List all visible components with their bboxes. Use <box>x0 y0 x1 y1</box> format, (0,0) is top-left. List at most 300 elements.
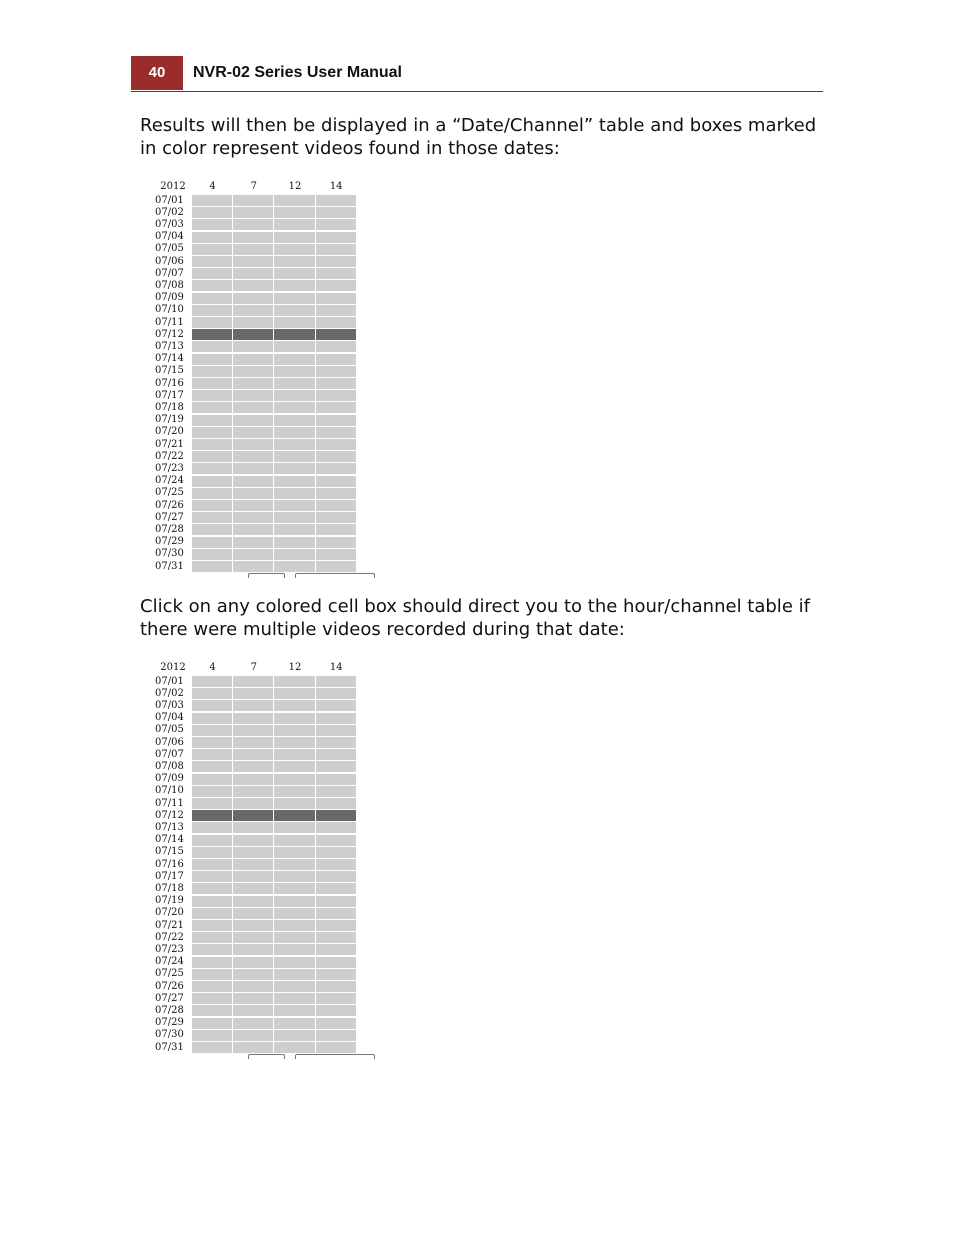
date-label: 07/01 <box>155 675 184 687</box>
table-row <box>150 859 357 871</box>
empty-cell <box>274 256 315 267</box>
date-label: 07/23 <box>155 462 184 474</box>
table-row <box>150 883 357 895</box>
empty-cell <box>316 883 357 894</box>
empty-cell <box>274 859 315 870</box>
empty-cell <box>274 822 315 833</box>
table-row <box>150 737 357 749</box>
empty-cell <box>274 761 315 772</box>
date-label: 07/21 <box>155 919 184 931</box>
date-label: 07/07 <box>155 267 184 279</box>
date-label: 07/22 <box>155 450 184 462</box>
empty-cell <box>192 981 233 992</box>
empty-cell <box>233 354 274 365</box>
empty-cell <box>274 488 315 499</box>
empty-cell <box>192 354 233 365</box>
empty-cell <box>274 463 315 474</box>
empty-cell <box>192 561 233 572</box>
empty-cell <box>192 500 233 511</box>
empty-cell <box>274 439 315 450</box>
empty-cell <box>274 293 315 304</box>
empty-cell <box>274 749 315 760</box>
empty-cell <box>316 207 357 218</box>
empty-cell <box>233 1005 274 1016</box>
recording-found-cell[interactable] <box>233 329 274 340</box>
table-row <box>150 920 357 932</box>
table-row <box>150 365 357 377</box>
table-row <box>150 846 357 858</box>
table-row <box>150 536 357 548</box>
table-row <box>150 676 357 688</box>
table-row <box>150 548 357 560</box>
date-label: 07/18 <box>155 882 184 894</box>
empty-cell <box>192 256 233 267</box>
empty-cell <box>316 835 357 846</box>
date-label: 07/25 <box>155 968 184 980</box>
empty-cell <box>233 737 274 748</box>
empty-cell <box>192 280 233 291</box>
date-label: 07/30 <box>155 1029 184 1041</box>
date-label: 07/04 <box>155 231 184 243</box>
empty-cell <box>233 366 274 377</box>
empty-cell <box>316 366 357 377</box>
empty-cell <box>274 932 315 943</box>
date-label: 07/02 <box>155 687 184 699</box>
table-row <box>150 773 357 785</box>
empty-cell <box>192 896 233 907</box>
table-row <box>150 353 357 365</box>
empty-cell <box>233 1042 274 1053</box>
empty-cell <box>192 883 233 894</box>
empty-cell <box>274 981 315 992</box>
empty-cell <box>316 378 357 389</box>
empty-cell <box>274 725 315 736</box>
empty-cell <box>274 207 315 218</box>
empty-cell <box>192 415 233 426</box>
empty-cell <box>316 737 357 748</box>
empty-cell <box>192 451 233 462</box>
recording-found-cell[interactable] <box>192 810 233 821</box>
table-row <box>150 341 357 353</box>
empty-cell <box>192 1005 233 1016</box>
channel-header: 7 <box>250 181 257 192</box>
empty-cell <box>233 488 274 499</box>
table-row <box>150 712 357 724</box>
empty-cell <box>316 476 357 487</box>
empty-cell <box>233 390 274 401</box>
empty-cell <box>316 451 357 462</box>
table-row <box>150 761 357 773</box>
empty-cell <box>274 835 315 846</box>
empty-cell <box>192 378 233 389</box>
empty-cell <box>192 463 233 474</box>
empty-cell <box>192 713 233 724</box>
empty-cell <box>316 969 357 980</box>
empty-cell <box>233 944 274 955</box>
table-row <box>150 956 357 968</box>
empty-cell <box>233 786 274 797</box>
date-label: 07/26 <box>155 980 184 992</box>
date-channel-table <box>150 178 380 588</box>
empty-cell <box>274 244 315 255</box>
empty-cell <box>192 957 233 968</box>
recording-found-cell[interactable] <box>274 329 315 340</box>
empty-cell <box>274 195 315 206</box>
empty-cell <box>316 908 357 919</box>
table-row <box>150 524 357 536</box>
date-label: 07/11 <box>155 316 184 328</box>
empty-cell <box>274 500 315 511</box>
date-label: 07/27 <box>155 511 184 523</box>
table-row <box>150 895 357 907</box>
empty-cell <box>233 439 274 450</box>
empty-cell <box>274 512 315 523</box>
empty-cell <box>233 676 274 687</box>
date-label: 07/24 <box>155 956 184 968</box>
recording-found-cell[interactable] <box>316 329 357 340</box>
table-row <box>150 219 357 231</box>
date-label: 07/23 <box>155 943 184 955</box>
table-row <box>150 268 357 280</box>
empty-cell <box>233 798 274 809</box>
empty-cell <box>316 786 357 797</box>
empty-cell <box>233 859 274 870</box>
empty-cell <box>316 415 357 426</box>
channel-header: 12 <box>288 662 302 673</box>
empty-cell <box>316 981 357 992</box>
empty-cell <box>192 195 233 206</box>
date-label: 07/29 <box>155 536 184 548</box>
empty-cell <box>274 232 315 243</box>
date-label: 07/05 <box>155 724 184 736</box>
empty-cell <box>274 676 315 687</box>
cropped-button-wide[interactable] <box>295 1054 375 1059</box>
empty-cell <box>316 512 357 523</box>
cropped-button-wide[interactable] <box>295 573 375 578</box>
empty-cell <box>316 713 357 724</box>
table-row <box>150 475 357 487</box>
empty-cell <box>192 798 233 809</box>
date-label: 07/30 <box>155 548 184 560</box>
empty-cell <box>274 427 315 438</box>
date-label: 07/13 <box>155 821 184 833</box>
date-label: 07/18 <box>155 401 184 413</box>
empty-cell <box>233 268 274 279</box>
table-row <box>150 402 357 414</box>
empty-cell <box>192 969 233 980</box>
empty-cell <box>274 561 315 572</box>
date-label: 07/03 <box>155 218 184 230</box>
empty-cell <box>192 847 233 858</box>
table-row <box>150 968 357 980</box>
table-row <box>150 329 357 341</box>
empty-cell <box>192 725 233 736</box>
empty-cell <box>274 354 315 365</box>
empty-cell <box>192 749 233 760</box>
empty-cell <box>192 524 233 535</box>
empty-cell <box>316 1042 357 1053</box>
empty-cell <box>274 476 315 487</box>
empty-cell <box>316 317 357 328</box>
table-row <box>150 439 357 451</box>
empty-cell <box>192 676 233 687</box>
empty-cell <box>316 244 357 255</box>
empty-cell <box>274 883 315 894</box>
date-label: 07/03 <box>155 699 184 711</box>
date-label: 07/28 <box>155 523 184 535</box>
empty-cell <box>316 896 357 907</box>
empty-cell <box>233 1030 274 1041</box>
table-row <box>150 907 357 919</box>
table-row <box>150 724 357 736</box>
empty-cell <box>316 774 357 785</box>
empty-cell <box>233 219 274 230</box>
empty-cell <box>274 390 315 401</box>
empty-cell <box>274 537 315 548</box>
channel-header: 14 <box>329 662 343 673</box>
empty-cell <box>316 932 357 943</box>
empty-cell <box>192 774 233 785</box>
empty-cell <box>274 798 315 809</box>
empty-cell <box>316 341 357 352</box>
empty-cell <box>316 749 357 760</box>
table-row <box>150 231 357 243</box>
page-header <box>131 56 823 92</box>
channel-header: 14 <box>329 181 343 192</box>
table-row <box>150 512 357 524</box>
table-row <box>150 993 357 1005</box>
empty-cell <box>192 871 233 882</box>
empty-cell <box>192 835 233 846</box>
date-label: 07/06 <box>155 736 184 748</box>
empty-cell <box>316 232 357 243</box>
empty-cell <box>316 390 357 401</box>
empty-cell <box>274 524 315 535</box>
empty-cell <box>192 1042 233 1053</box>
date-label: 07/12 <box>155 328 184 340</box>
empty-cell <box>316 676 357 687</box>
empty-cell <box>233 317 274 328</box>
table-row <box>150 317 357 329</box>
date-label: 07/09 <box>155 773 184 785</box>
date-label: 07/02 <box>155 206 184 218</box>
empty-cell <box>316 1005 357 1016</box>
empty-cell <box>274 993 315 1004</box>
empty-cell <box>316 871 357 882</box>
year-header: 2012 <box>160 181 186 192</box>
table-row <box>150 243 357 255</box>
empty-cell <box>274 415 315 426</box>
table-row <box>150 304 357 316</box>
empty-cell <box>274 305 315 316</box>
date-label: 07/14 <box>155 834 184 846</box>
empty-cell <box>233 305 274 316</box>
cropped-button[interactable] <box>248 1054 285 1059</box>
empty-cell <box>233 256 274 267</box>
table-row <box>150 390 357 402</box>
table-row <box>150 487 357 499</box>
instruction-paragraph: Click on any colored cell box should direct you to the hour/channel table if there were multiple videos recorded during that date: <box>140 596 810 640</box>
empty-cell <box>274 549 315 560</box>
date-label: 07/27 <box>155 992 184 1004</box>
recording-found-cell[interactable] <box>233 810 274 821</box>
channel-header: 4 <box>209 662 216 673</box>
empty-cell <box>274 969 315 980</box>
empty-cell <box>233 549 274 560</box>
empty-cell <box>192 341 233 352</box>
date-label: 07/09 <box>155 292 184 304</box>
empty-cell <box>274 786 315 797</box>
table-row <box>150 944 357 956</box>
date-label: 07/19 <box>155 414 184 426</box>
table-row <box>150 871 357 883</box>
empty-cell <box>274 737 315 748</box>
table-row <box>150 688 357 700</box>
empty-cell <box>192 700 233 711</box>
date-label: 07/15 <box>155 365 184 377</box>
empty-cell <box>233 920 274 931</box>
table-row <box>150 932 357 944</box>
empty-cell <box>316 500 357 511</box>
date-label: 07/01 <box>155 194 184 206</box>
empty-cell <box>316 195 357 206</box>
date-label: 07/15 <box>155 846 184 858</box>
empty-cell <box>274 908 315 919</box>
recording-found-cell[interactable] <box>192 329 233 340</box>
empty-cell <box>274 366 315 377</box>
date-label: 07/16 <box>155 858 184 870</box>
table-row <box>150 378 357 390</box>
empty-cell <box>316 920 357 931</box>
empty-cell <box>192 993 233 1004</box>
empty-cell <box>316 524 357 535</box>
empty-cell <box>274 451 315 462</box>
empty-cell <box>192 908 233 919</box>
empty-cell <box>316 561 357 572</box>
empty-cell <box>233 932 274 943</box>
date-label: 07/31 <box>155 560 184 572</box>
table-row <box>150 1029 357 1041</box>
empty-cell <box>233 561 274 572</box>
empty-cell <box>192 1030 233 1041</box>
table-row <box>150 834 357 846</box>
empty-cell <box>233 451 274 462</box>
table-row <box>150 798 357 810</box>
empty-cell <box>192 293 233 304</box>
empty-cell <box>233 195 274 206</box>
empty-cell <box>192 549 233 560</box>
year-header: 2012 <box>160 662 186 673</box>
empty-cell <box>192 932 233 943</box>
cropped-button[interactable] <box>248 573 285 578</box>
empty-cell <box>316 1030 357 1041</box>
empty-cell <box>316 427 357 438</box>
empty-cell <box>316 280 357 291</box>
empty-cell <box>192 920 233 931</box>
empty-cell <box>192 439 233 450</box>
empty-cell <box>274 1030 315 1041</box>
empty-cell <box>233 847 274 858</box>
empty-cell <box>316 402 357 413</box>
empty-cell <box>316 761 357 772</box>
empty-cell <box>233 969 274 980</box>
date-label: 07/11 <box>155 797 184 809</box>
empty-cell <box>192 366 233 377</box>
empty-cell <box>316 549 357 560</box>
empty-cell <box>233 700 274 711</box>
empty-cell <box>192 761 233 772</box>
empty-cell <box>316 700 357 711</box>
empty-cell <box>274 688 315 699</box>
date-label: 07/06 <box>155 255 184 267</box>
empty-cell <box>316 822 357 833</box>
empty-cell <box>274 1018 315 1029</box>
page-number: 40 <box>131 56 183 90</box>
date-label: 07/05 <box>155 243 184 255</box>
date-label: 07/10 <box>155 304 184 316</box>
table-row <box>150 749 357 761</box>
table-row <box>150 810 357 822</box>
empty-cell <box>316 293 357 304</box>
empty-cell <box>192 688 233 699</box>
empty-cell <box>192 207 233 218</box>
empty-cell <box>233 981 274 992</box>
table-row <box>150 195 357 207</box>
table-row <box>150 981 357 993</box>
empty-cell <box>274 1042 315 1053</box>
date-label: 07/28 <box>155 1004 184 1016</box>
empty-cell <box>233 1018 274 1029</box>
empty-cell <box>274 341 315 352</box>
empty-cell <box>233 883 274 894</box>
empty-cell <box>233 713 274 724</box>
empty-cell <box>233 512 274 523</box>
empty-cell <box>316 847 357 858</box>
recording-found-cell[interactable] <box>274 810 315 821</box>
date-label: 07/07 <box>155 748 184 760</box>
date-label: 07/20 <box>155 907 184 919</box>
empty-cell <box>233 822 274 833</box>
empty-cell <box>316 537 357 548</box>
empty-cell <box>192 944 233 955</box>
empty-cell <box>192 244 233 255</box>
empty-cell <box>233 957 274 968</box>
date-label: 07/12 <box>155 809 184 821</box>
empty-cell <box>233 537 274 548</box>
table-row <box>150 561 357 573</box>
empty-cell <box>233 749 274 760</box>
empty-cell <box>192 537 233 548</box>
table-row <box>150 463 357 475</box>
empty-cell <box>233 896 274 907</box>
empty-cell <box>192 822 233 833</box>
empty-cell <box>316 354 357 365</box>
date-label: 07/04 <box>155 712 184 724</box>
empty-cell <box>233 378 274 389</box>
empty-cell <box>192 476 233 487</box>
date-label: 07/25 <box>155 487 184 499</box>
empty-cell <box>316 944 357 955</box>
empty-cell <box>316 219 357 230</box>
recording-found-cell[interactable] <box>316 810 357 821</box>
table-row <box>150 1017 357 1029</box>
empty-cell <box>316 268 357 279</box>
date-label: 07/22 <box>155 931 184 943</box>
empty-cell <box>274 402 315 413</box>
date-label: 07/17 <box>155 389 184 401</box>
channel-header: 4 <box>209 181 216 192</box>
empty-cell <box>192 402 233 413</box>
